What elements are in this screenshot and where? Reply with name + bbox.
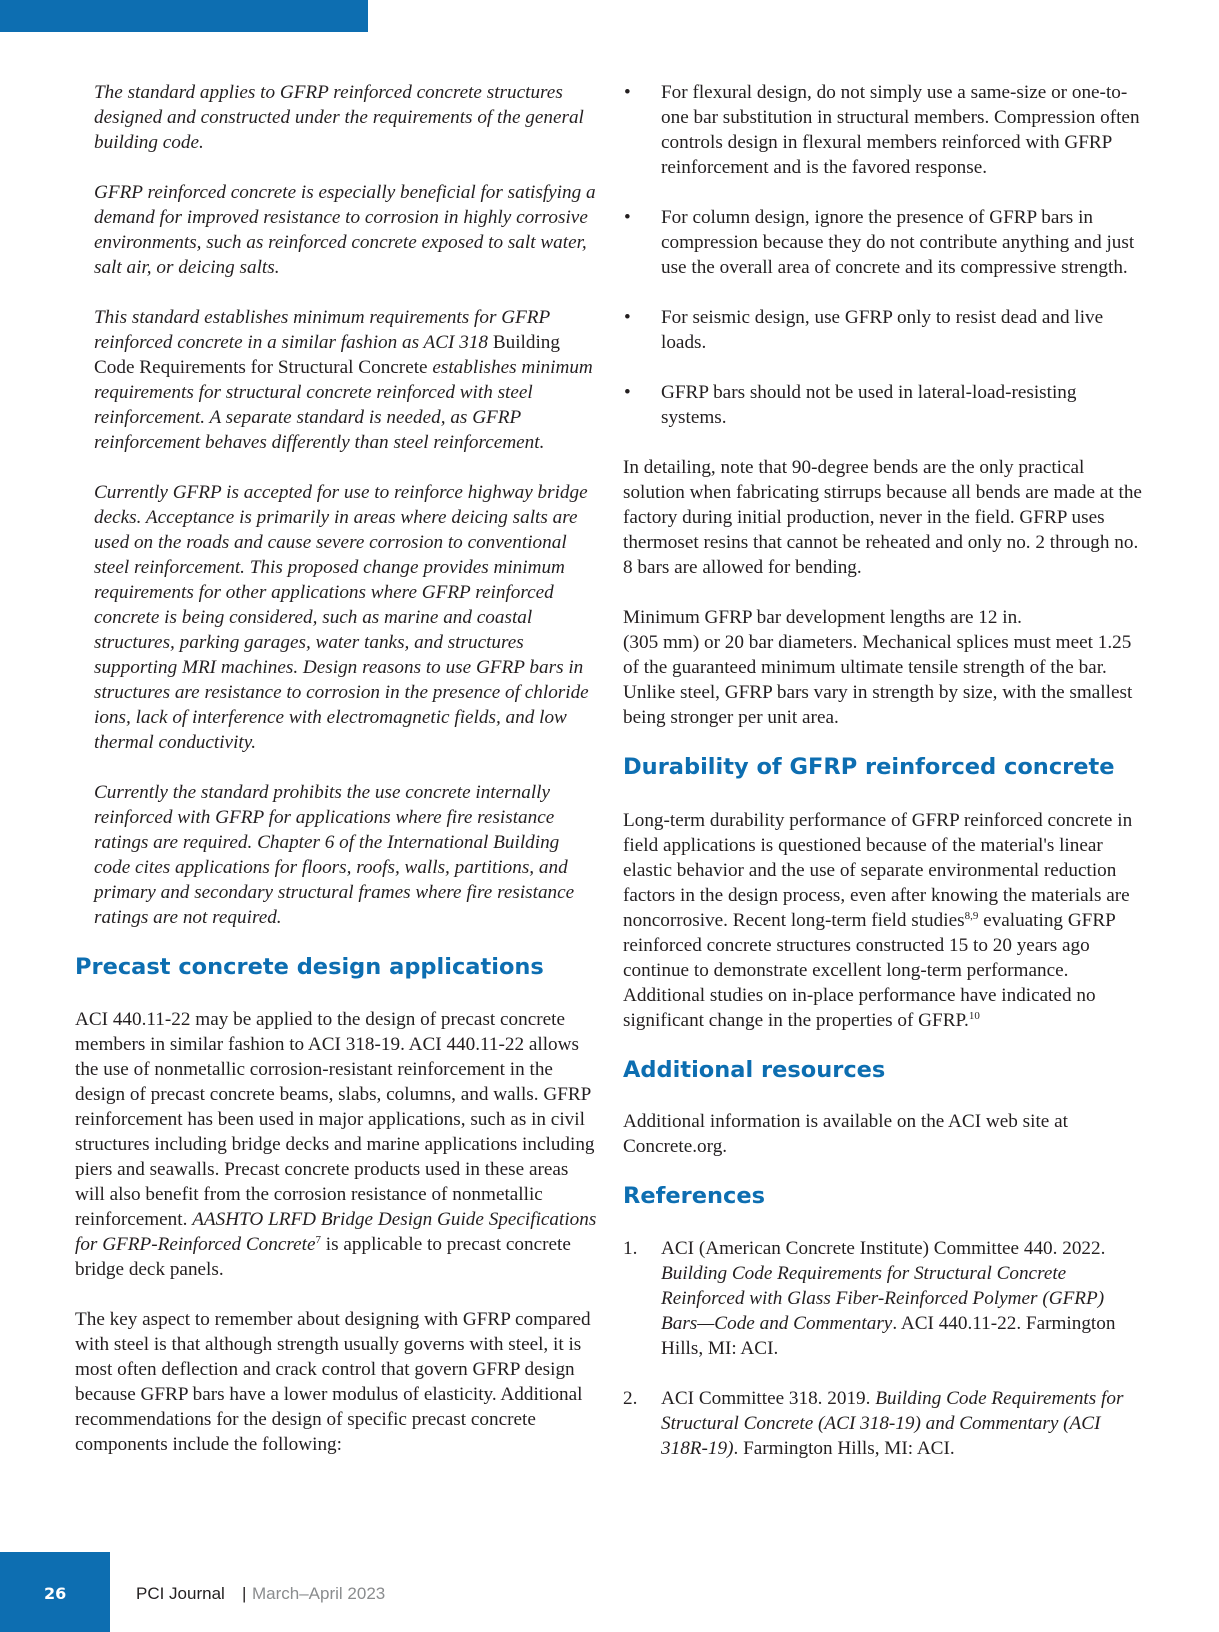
bullet-marker: • (624, 82, 631, 103)
detailing-paragraph: In detailing, note that 90-degree bends are the only practical solution when fabricating stirrups because all bends are made at the factory during initial production, never in the field. GFRP uses thermoset resins that cannot be reheated and only no. 2 through no. 8 bars are allowed for bending. (623, 457, 1142, 578)
durability-part-a: Long-term durability performance of GFRP reinforced concrete in field applications is questioned because of the material's linear elastic behavior and the use of separate environmental reduction factors in the design process, even after knowing the materials are noncorrosive. Recent long-term field studies (623, 810, 1133, 931)
quote-paragraph-3-part-a: This standard establishes minimum requirements for GFRP reinforced concrete in a similar fashion as ACI 318 (94, 307, 550, 353)
durability-paragraph (623, 808, 1143, 1033)
reference-1-title: Building Code Requirements for Structural Concrete Reinforced with Glass Fiber-Reinforced Polymer (GFRP) Bars—Code and Commentary (661, 1263, 1105, 1334)
precast-paragraph-1-part-a: ACI 440.11-22 may be applied to the design of precast concrete members in similar fashion to ACI 318-19. ACI 440.11-22 allows the use of nonmetallic corrosion-resistant reinforcement in the design of precast concrete beams, slabs, columns, and walls. GFRP reinforcement has been used in major applications, such as in civil structures including bridge decks and marine applications including piers and seawalls. Precast concrete products used in these areas will also benefit from the corrosion resistance of nonmetallic reinforcement. (75, 1009, 595, 1230)
quote-paragraph-3-part-c: establishes minimum requirements for structural concrete reinforced with steel reinforcement. A separate standard is needed, as GFRP reinforcement behaves differently than steel reinforcement. (94, 357, 593, 453)
development-length-paragraph (623, 605, 1143, 730)
list-item (623, 80, 1143, 180)
right-column (623, 80, 1143, 1486)
list-item (623, 305, 1143, 355)
quote-paragraph-2: GFRP reinforced concrete is especially beneficial for satisfying a demand for improved resistance to corrosion in highly corrosive environments, such as reinforced concrete exposed to salt water, salt air, or deicing salts. (94, 182, 596, 278)
quote-paragraph-5: Currently the standard prohibits the use concrete internally reinforced with GFRP for applications where fire resistance ratings are required. Chapter 6 of the International Building code cites applications for floors, roofs, walls, partitions, and primary and secondary structural frames where fire resistance ratings are not required. (94, 782, 575, 928)
precast-paragraph-1-part-b: is applicable to precast concrete bridge deck panels. (75, 1234, 571, 1280)
reference-item (623, 1236, 1143, 1361)
left-column (75, 80, 600, 1482)
development-length-line-1: Minimum GFRP bar development lengths are 12 in. (623, 607, 1022, 628)
heading-additional-resources: Additional resources (623, 1057, 886, 1083)
precast-paragraph-1 (75, 1007, 600, 1282)
top-accent-bar (0, 0, 368, 32)
reference-2-title: Building Code Requirements for Structural Concrete (ACI 318-19) and Commentary (ACI 318R-19) (661, 1388, 1124, 1459)
page-number: 26 (44, 1584, 67, 1603)
footnote-7: 7 (315, 1234, 321, 1246)
reference-2-authors: ACI Committee 318. 2019. (661, 1388, 871, 1409)
footnote-8-9: 8,9 (964, 910, 979, 922)
heading-durability: Durability of GFRP reinforced concrete (623, 754, 1115, 780)
reference-number: 1. (623, 1238, 638, 1259)
reference-item (623, 1386, 1143, 1461)
issue-date: March–April 2023 (252, 1584, 386, 1603)
list-item-text: GFRP bars should not be used in lateral-load-resisting systems. (661, 382, 1077, 428)
footnote-10: 10 (968, 1010, 980, 1022)
reference-2-details: . Farmington Hills, MI: ACI. (733, 1438, 955, 1459)
quote-paragraph-4: Currently GFRP is accepted for use to reinforce highway bridge decks. Acceptance is primarily in areas where deicing salts are used on the roads and cause severe corrosion to conventional steel reinforcement. This proposed change provides minimum requirements for other applications where GFRP reinforced concrete is being considered, such as marine and coastal structures, parking garages, water tanks, and structures supporting MRI machines. Design reasons to use GFRP bars in structures are resistance to corrosion in the presence of chloride ions, lack of interference with electromagnetic fields, and low thermal conductivity. (94, 482, 589, 753)
quote-paragraph-1: The standard applies to GFRP reinforced concrete structures designed and constructed under the requirements of the general building code. (94, 82, 584, 153)
list-item (623, 205, 1143, 280)
list-item-text: For seismic design, use GFRP only to resist dead and live loads. (661, 307, 1104, 353)
heading-references: References (623, 1183, 765, 1209)
reference-number: 2. (623, 1388, 638, 1409)
durability-part-b: evaluating GFRP reinforced concrete structures constructed 15 to 20 years ago continue to demonstrate excellent long-term performance. Additional studies on in-place performance have indicated no significant change in the properties of GFRP. (623, 910, 1116, 1031)
bullet-marker: • (624, 307, 631, 328)
quote-paragraph-3-title: Building Code Requirements for Structural Concrete (94, 332, 560, 378)
reference-1-details: . ACI 440.11-22. Farmington Hills, MI: ACI. (661, 1313, 1116, 1359)
reference-1-authors: ACI (American Concrete Institute) Committee 440. 2022. (661, 1238, 1106, 1259)
development-length-rest: (305 mm) or 20 bar diameters. Mechanical splices must meet 1.25 of the guaranteed minimum ultimate tensile strength of the bar. Unlike steel, GFRP bars vary in strength by size, with the smallest being stronger per unit area. (623, 632, 1133, 728)
list-item-text: For column design, ignore the presence of GFRP bars in compression because they do not contribute anything and just use the overall area of concrete and its compressive strength. (661, 207, 1135, 278)
footer-separator: | (242, 1584, 247, 1603)
aashto-title: AASHTO LRFD Bridge Design Guide Specifications for GFRP-Reinforced Concrete (75, 1209, 597, 1255)
bullet-marker: • (624, 382, 631, 403)
list-item (623, 380, 1143, 430)
references-list (623, 1236, 1143, 1461)
bullet-marker: • (624, 207, 631, 228)
list-item-text: For flexural design, do not simply use a same-size or one-to-one bar substitution in structural members. Compression often controls design in flexural members reinforced with GFRP reinforcement and is the favored response. (661, 82, 1140, 178)
resources-paragraph: Additional information is available on the ACI web site at Concrete.org. (623, 1111, 1068, 1157)
quote-paragraph-3 (75, 305, 600, 455)
journal-name: PCI Journal (136, 1584, 225, 1603)
precast-paragraph-2: The key aspect to remember about designing with GFRP compared with steel is that although strength usually governs with steel, it is most often deflection and crack control that govern GFRP design because GFRP bars have a lower modulus of elasticity. Additional recommendations for the design of specific precast concrete components include the following: (75, 1309, 591, 1455)
heading-precast-design: Precast concrete design applications (75, 954, 544, 980)
recommendation-list (623, 80, 1143, 430)
